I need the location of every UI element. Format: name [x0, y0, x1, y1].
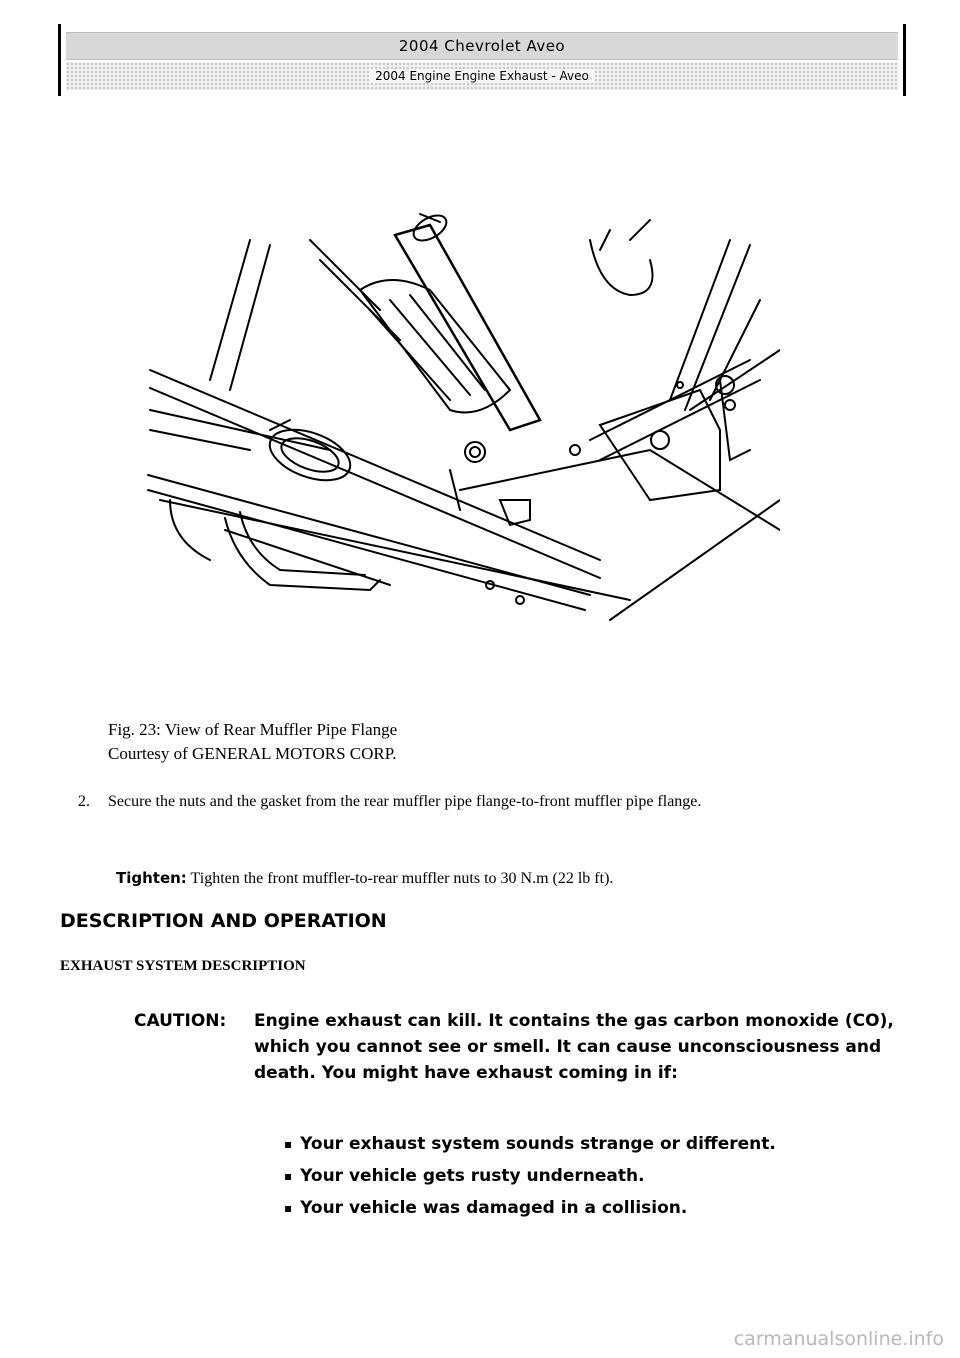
tighten-text: Tighten the front muffler-to-rear muffler nuts to 30 N.m (22 lb ft). [190, 870, 614, 887]
page-header [58, 24, 906, 96]
document-subtitle-bar [66, 62, 898, 90]
tighten-spec [116, 866, 613, 891]
caution-text: Engine exhaust can kill. It contains the gas carbon monoxide (CO), which you cannot see or smell. It can cause unconsciousness and death. You might have exhaust coming in if: [254, 1011, 894, 1083]
step-text: Secure the nuts and the gasket from the rear muffler pipe flange-to-front muffler pipe flange. [108, 793, 702, 810]
header-right-rule [903, 24, 906, 96]
list-item: ▪ Your vehicle gets rusty underneath. [284, 1160, 776, 1192]
tighten-label: Tighten: [116, 869, 187, 887]
frame-rail-line [150, 370, 600, 560]
document-title: 2004 Chevrolet Aveo [66, 32, 898, 60]
step-number: 2. [78, 793, 90, 810]
caution-label: CAUTION: [134, 1011, 227, 1031]
figure-caption-title: Fig. 23: View of Rear Muffler Pipe Flange [108, 720, 398, 739]
subsection-heading: EXHAUST SYSTEM DESCRIPTION [60, 958, 306, 974]
list-item: ▪ Your exhaust system sounds strange or different. [284, 1128, 776, 1160]
figure-caption [108, 718, 397, 766]
watermark: carmanualsonline.info [733, 1328, 944, 1350]
muffler-flange-illustration [130, 200, 780, 640]
caution-list [284, 1128, 776, 1224]
section-heading: DESCRIPTION AND OPERATION [60, 910, 387, 932]
list-item: ▪ Your vehicle was damaged in a collision. [284, 1192, 776, 1224]
document-subtitle: 2004 Engine Engine Exhaust - Aveo [369, 69, 595, 83]
figure-caption-credit: Courtesy of GENERAL MOTORS CORP. [108, 744, 397, 763]
header-left-rule [58, 24, 61, 96]
